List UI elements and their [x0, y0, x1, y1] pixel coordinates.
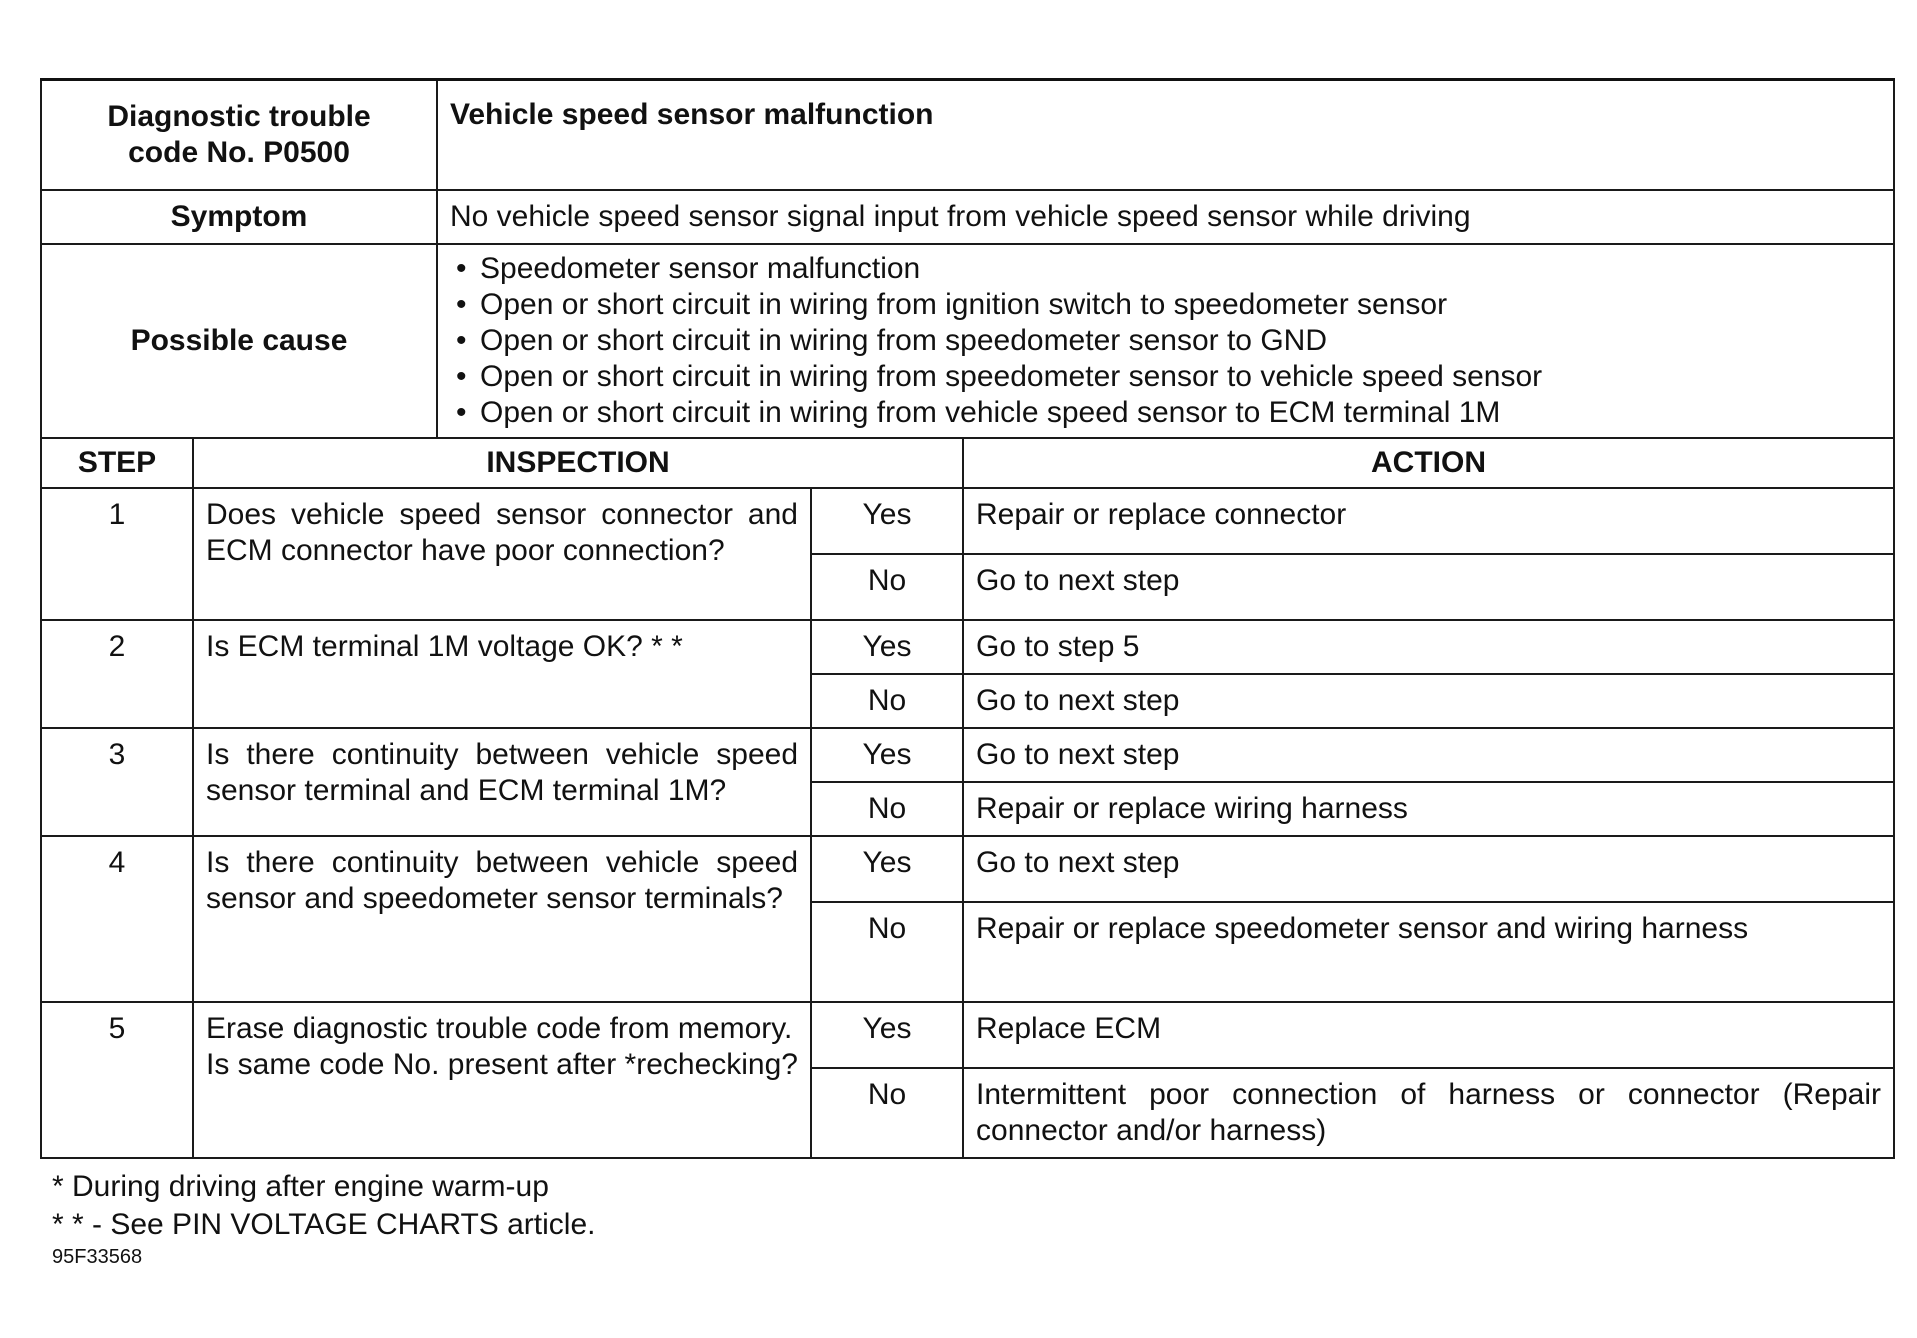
- inspection-table: [40, 437, 1895, 1159]
- action-column-header: ACTION: [963, 438, 1894, 488]
- symptom-text: No vehicle speed sensor signal input from vehicle speed sensor while driving: [437, 190, 1894, 244]
- yes-action: Go to step 5: [963, 620, 1894, 674]
- column-header-row: [41, 438, 1894, 488]
- footnote-pin-voltage: * * - See PIN VOLTAGE CHARTS article.: [52, 1208, 596, 1241]
- inspection-text: Does vehicle speed sensor connector and ECM connector have poor connection?: [193, 488, 811, 620]
- yes-label: Yes: [811, 728, 963, 782]
- no-action: Go to next step: [963, 674, 1894, 728]
- no-label: No: [811, 902, 963, 1002]
- step-number: 3: [41, 728, 193, 836]
- inspection-text: Is there continuity between vehicle speed sensor terminal and ECM terminal 1M?: [193, 728, 811, 836]
- table-row: [41, 728, 1894, 782]
- yes-action: Go to next step: [963, 728, 1894, 782]
- no-action: Repair or replace speedometer sensor and wiring harness: [963, 902, 1894, 1002]
- cause-item: • Open or short circuit in wiring from ignition switch to speedometer sensor: [450, 287, 1881, 323]
- table-row: [41, 620, 1894, 674]
- inspection-column-header: INSPECTION: [193, 438, 963, 488]
- diagnostic-table-sheet: [40, 78, 1895, 1159]
- table-row: [41, 488, 1894, 554]
- dtc-label-line2: code No. P0500: [128, 136, 350, 169]
- yes-action: Go to next step: [963, 836, 1894, 902]
- inspection-text: [193, 1002, 811, 1158]
- yes-action: Replace ECM: [963, 1002, 1894, 1068]
- dtc-label-cell: [41, 80, 437, 191]
- possible-cause-row: [41, 244, 1894, 438]
- yes-label: Yes: [811, 620, 963, 674]
- no-label: No: [811, 674, 963, 728]
- cause-item: • Open or short circuit in wiring from speedometer sensor to GND: [450, 323, 1881, 359]
- step-number: 4: [41, 836, 193, 1002]
- symptom-label: Symptom: [41, 190, 437, 244]
- table-row: [41, 1002, 1894, 1068]
- dtc-title: Vehicle speed sensor malfunction: [437, 80, 1894, 191]
- footnotes: [52, 1168, 596, 1244]
- yes-label: Yes: [811, 836, 963, 902]
- yes-action: Repair or replace connector: [963, 488, 1894, 554]
- inspection-text: Is ECM terminal 1M voltage OK? * *: [193, 620, 811, 728]
- figure-id: 95F33568: [52, 1246, 143, 1268]
- possible-cause-label: Possible cause: [41, 244, 437, 438]
- dtc-row: [41, 80, 1894, 191]
- footnote-warmup: * During driving after engine warm-up: [52, 1170, 549, 1203]
- inspection-text-line1: Erase diagnostic trouble code from memory.: [206, 1012, 793, 1045]
- no-label: No: [811, 554, 963, 620]
- yes-label: Yes: [811, 488, 963, 554]
- step-number: 1: [41, 488, 193, 620]
- possible-cause-list: [450, 251, 1881, 431]
- possible-cause-list-cell: [437, 244, 1894, 438]
- dtc-label-line1: Diagnostic trouble: [107, 100, 371, 133]
- no-label: No: [811, 1068, 963, 1158]
- symptom-row: [41, 190, 1894, 244]
- no-action: Repair or replace wiring harness: [963, 782, 1894, 836]
- cause-item: • Speedometer sensor malfunction: [450, 251, 1881, 287]
- cause-item: • Open or short circuit in wiring from speedometer sensor to vehicle speed sensor: [450, 359, 1881, 395]
- inspection-text-line2: Is same code No. present after *rechecking?: [206, 1048, 798, 1081]
- no-action: Intermittent poor connection of harness or connector (Repair connector and/or harness): [963, 1068, 1894, 1158]
- table-row: [41, 836, 1894, 902]
- step-column-header: STEP: [41, 438, 193, 488]
- no-action: Go to next step: [963, 554, 1894, 620]
- step-number: 5: [41, 1002, 193, 1158]
- no-label: No: [811, 782, 963, 836]
- yes-label: Yes: [811, 1002, 963, 1068]
- inspection-text: Is there continuity between vehicle speed sensor and speedometer sensor terminals?: [193, 836, 811, 1002]
- step-number: 2: [41, 620, 193, 728]
- dtc-header-table: [40, 78, 1895, 439]
- cause-item: • Open or short circuit in wiring from vehicle speed sensor to ECM terminal 1M: [450, 395, 1881, 431]
